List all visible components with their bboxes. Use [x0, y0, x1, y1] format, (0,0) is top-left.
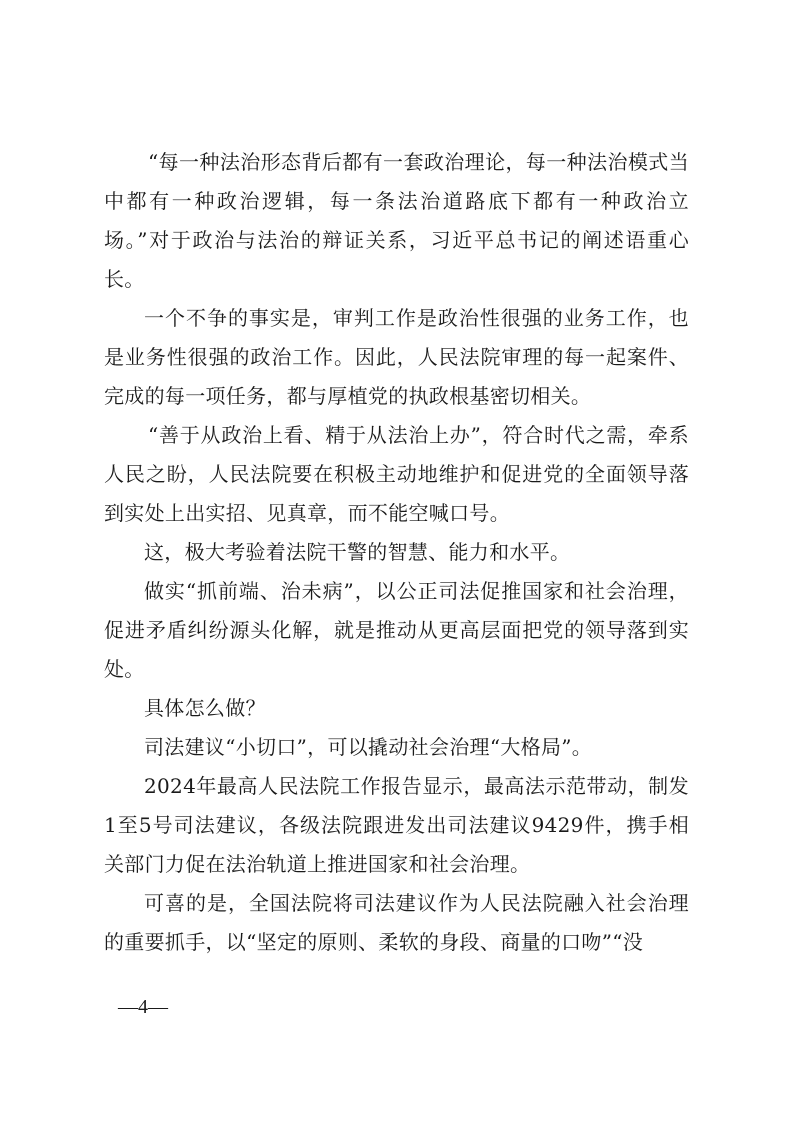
body-text	[104, 143, 689, 962]
paragraph-2: 一个不争的事实是，审判工作是政治性很强的业务工作，也是业务性很强的政治工作。因此，人民法院审理的每一起案件、完成的每一项任务，都与厚植党的执政根基密切相关。	[104, 306, 689, 408]
paragraph-4: 这，极大考验着法院干警的智慧、能力和水平。	[144, 540, 571, 564]
paragraph-8: 2024年最高人民法院工作报告显示，最高法示范带动，制发1至5号司法建议，各级法院跟进发出司法建议9429件，携手相关部门力促在法治轨道上推进国家和社会治理。	[104, 774, 689, 876]
page-number: —4—	[118, 996, 168, 1018]
paragraph-9: 可喜的是，全国法院将司法建议作为人民法院融入社会治理的重要抓手，以“坚定的原则、柔软的身段、商量的口吻”“没	[104, 891, 689, 954]
paragraph-1: “每一种法治形态背后都有一套政治理论，每一种法治模式当中都有一种政治逻辑，每一条法治道路底下都有一种政治立场。”对于政治与法治的辩证关系，习近平总书记的阐述语重心长。	[104, 150, 689, 291]
paragraph-3: “善于从政治上看、精于从法治上办”，符合时代之需，牵系人民之盼，人民法院要在积极主动地维护和促进党的全面领导落到实处上出实招、见真章，而不能空喊口号。	[104, 423, 689, 525]
paragraph-7: 司法建议“小切口”，可以撬动社会治理“大格局”。	[144, 735, 593, 759]
paragraph-6: 具体怎么做？	[144, 696, 266, 720]
paragraph-5: 做实“抓前端、治未病”，以公正司法促推国家和社会治理，促进矛盾纠纷源头化解，就是推动从更高层面把党的领导落到实处。	[104, 579, 689, 681]
